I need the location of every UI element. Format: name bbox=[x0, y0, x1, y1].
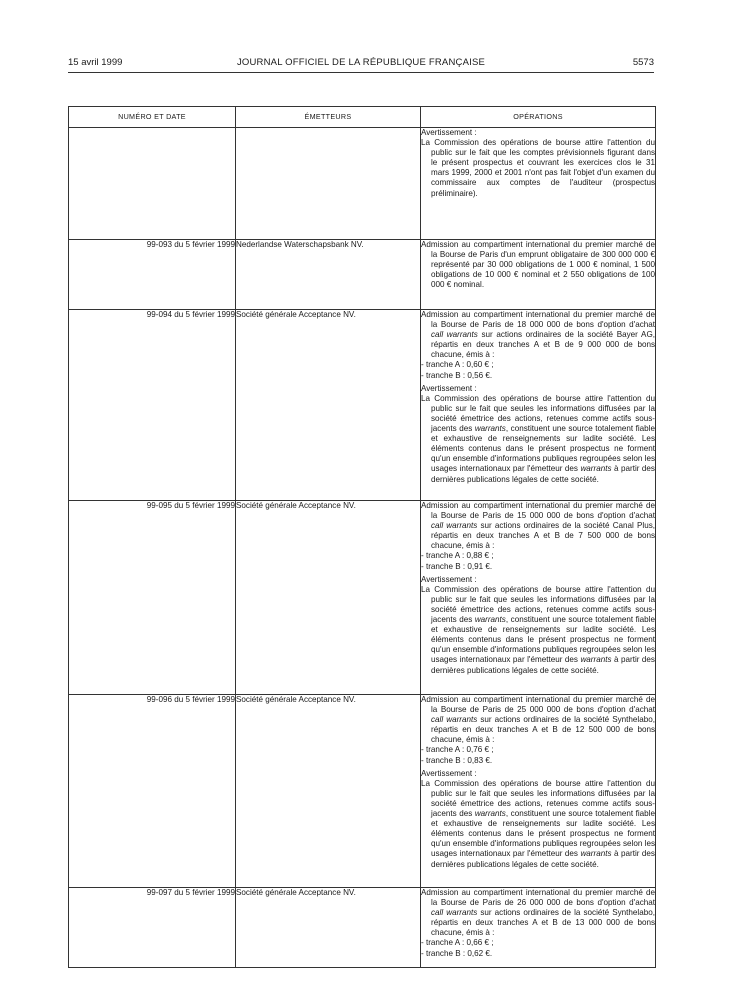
operations-table bbox=[68, 106, 656, 968]
admission-text: Admission au compartiment international du premier marché de la Bourse de Paris d'un emprunt obligataire de 300 000 000 € représenté par 30 000 obligations de 1 000 € nominal, 1 500 obligations de 10 000 € nominal et 2 550 obligations de 100 000 € nominal. bbox=[421, 240, 655, 290]
row-emetteur: Société générale Acceptance NV. bbox=[236, 501, 421, 695]
table-row bbox=[69, 888, 656, 968]
admission-text: Admission au compartiment international du premier marché de la Bourse de Paris de 15 000 000 de bons d'option d'achat call warrants sur actions ordinaires de la société Canal Plus, répartis en deux tranches A et B de 7 500 000 de bons chacune, émis à : bbox=[421, 501, 655, 551]
warning-text: La Commission des opérations de bourse attire l'attention du public sur le fait que seules les informations diffusées par la société émettrice des actions, retenues comme actifs sous-jacents des warrants, constituent une source totalement fiable et exhaustive de renseignements sur ladite société. Les éléments contenus dans le présent prospectus ne forment qu'un ensemble d'informations publiques regroupées selon les usages internationaux par l'émetteur des warrants à partir des dernières publications légales de cette société. bbox=[421, 778, 655, 869]
warning-text: La Commission des opérations de bourse attire l'attention du public sur le fait que les comptes prévisionnels figurant dans le présent prospectus et couvrant les exercices clos le 31 mars 1999, 2000 et 2001 n'ont pas fait l'objet d'un examen du commissaire aux comptes de l'auditeur (prospectus préliminaire). bbox=[421, 138, 655, 198]
table-row bbox=[69, 501, 656, 695]
row-emetteur: Société générale Acceptance NV. bbox=[236, 310, 421, 501]
row-operations bbox=[421, 240, 656, 310]
warning-label: Avertissement : bbox=[421, 768, 477, 778]
header-rule bbox=[68, 72, 654, 73]
row-emetteur: Nederlandse Waterschapsbank NV. bbox=[236, 240, 421, 310]
tranche-item: - tranche A : 0,76 € ; bbox=[421, 745, 494, 755]
tranche-item: - tranche B : 0,83 €. bbox=[421, 755, 493, 765]
tranche-item: - tranche A : 0,60 € ; bbox=[421, 360, 494, 370]
tranche-item: - tranche A : 0,66 € ; bbox=[421, 938, 494, 948]
row-operations bbox=[421, 501, 656, 695]
page-header bbox=[68, 56, 654, 70]
table-body bbox=[69, 128, 656, 968]
row-emetteur: Société générale Acceptance NV. bbox=[236, 695, 421, 888]
tranche-list bbox=[421, 551, 655, 571]
table-row bbox=[69, 695, 656, 888]
row-operations bbox=[421, 695, 656, 888]
tranche-list bbox=[421, 745, 655, 765]
warning-text: La Commission des opérations de bourse attire l'attention du public sur le fait que seules les informations diffusées par la société émettrice des actions, retenues comme actifs sous-jacents des warrants, constituent une source totalement fiable et exhaustive de renseignements sur ladite société. Les éléments contenus dans le présent prospectus ne forment qu'un ensemble d'informations publiques regroupées selon les usages internationaux par l'émetteur des warrants à partir des dernières publications légales de cette société. bbox=[421, 584, 655, 675]
table-row bbox=[69, 310, 656, 501]
warning-label: Avertissement : bbox=[421, 128, 477, 137]
admission-text: Admission au compartiment international du premier marché de la Bourse de Paris de 26 000 000 de bons d'option d'achat call warrants sur actions ordinaires de la société Synthelabo, répartis en deux tranches A et B de 13 000 000 de bons chacune, émis à : bbox=[421, 888, 655, 938]
column-header-operations: OPÉRATIONS bbox=[421, 107, 656, 128]
admission-text: Admission au compartiment international du premier marché de la Bourse de Paris de 25 000 000 de bons d'option d'achat call warrants sur actions ordinaires de la société Synthelabo, répartis en deux tranches A et B de 12 500 000 de bons chacune, émis à : bbox=[421, 695, 655, 745]
tranche-item: - tranche B : 0,62 €. bbox=[421, 948, 493, 958]
row-operations bbox=[421, 888, 656, 968]
row-numero: 99-097 du 5 février 1999 bbox=[69, 888, 236, 968]
row-emetteur bbox=[236, 128, 421, 240]
row-emetteur: Société générale Acceptance NV. bbox=[236, 888, 421, 968]
tranche-item: - tranche B : 0,91 €. bbox=[421, 561, 493, 571]
page-number: 5573 bbox=[632, 57, 654, 68]
row-numero: 99-095 du 5 février 1999 bbox=[69, 501, 236, 695]
tranche-list bbox=[421, 938, 655, 958]
row-operations bbox=[421, 128, 656, 240]
tranche-list bbox=[421, 360, 655, 380]
row-numero: 99-096 du 5 février 1999 bbox=[69, 695, 236, 888]
table-row bbox=[69, 128, 656, 240]
row-operations bbox=[421, 310, 656, 501]
table-header-row bbox=[69, 107, 656, 128]
admission-text: Admission au compartiment international du premier marché de la Bourse de Paris de 18 000 000 de bons d'option d'achat call warrants sur actions ordinaires de la société Bayer AG, répartis en deux tranches A et B de 9 000 000 de bons chacune, émis à : bbox=[421, 310, 655, 360]
journal-title: JOURNAL OFFICIEL DE LA RÉPUBLIQUE FRANÇAISE bbox=[236, 57, 486, 68]
column-header-numero: NUMÉRO ET DATE bbox=[69, 107, 236, 128]
warning-label: Avertissement : bbox=[421, 574, 477, 584]
tranche-item: - tranche A : 0,88 € ; bbox=[421, 551, 494, 561]
row-numero: 99-094 du 5 février 1999 bbox=[69, 310, 236, 501]
table-row bbox=[69, 240, 656, 310]
row-numero: 99-093 du 5 février 1999 bbox=[69, 240, 236, 310]
column-header-emetteurs: ÉMETTEURS bbox=[236, 107, 421, 128]
tranche-item: - tranche B : 0,56 €. bbox=[421, 370, 493, 380]
warning-text: La Commission des opérations de bourse attire l'attention du public sur le fait que seules les informations diffusées par la société émettrice des actions, retenues comme actifs sous-jacents des warrants, constituent une source totalement fiable et exhaustive de renseignements sur ladite société. Les éléments contenus dans le présent prospectus ne forment qu'un ensemble d'informations publiques regroupées selon les usages internationaux par l'émetteur des warrants à partir des dernières publications légales de cette société. bbox=[421, 393, 655, 484]
warning-label: Avertissement : bbox=[421, 383, 477, 393]
row-numero bbox=[69, 128, 236, 240]
issue-date: 15 avril 1999 bbox=[68, 57, 123, 68]
